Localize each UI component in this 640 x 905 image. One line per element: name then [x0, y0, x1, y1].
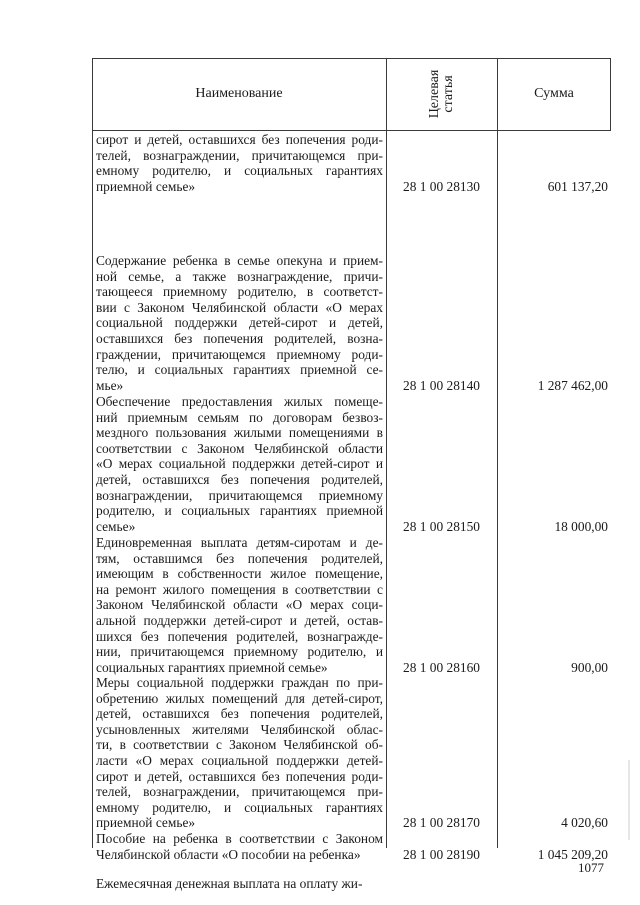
row-code: 28 1 00 28130 [403, 178, 480, 194]
row-name-line: емному родителю, и социальных гарантиях [96, 799, 383, 815]
row-name-line: Пособие на ребенка в соответствии с Законом [96, 831, 383, 846]
row-sum: 4 020,60 [561, 815, 608, 831]
row-name [96, 675, 383, 831]
row-name-line: Ежемесячная денежная выплата на оплату жи- [96, 876, 363, 891]
row-name-line: детей, оставшихся без попечения родителей, [96, 471, 383, 487]
table-row [92, 675, 611, 831]
row-name-line: родителю, и социальных гарантиях приемной [96, 503, 383, 519]
row-name-line: телей, вознаграждении, причитающемся при- [96, 784, 383, 800]
table-row [92, 876, 611, 892]
row-name [96, 394, 383, 534]
row-name-line: Законом Челябинской области «О мерах соци- [96, 597, 383, 613]
row-name-line: сирот и детей, оставшихся без попечения роди- [96, 768, 383, 784]
row-name-line: вознаграждении, причитающемся приемному [96, 487, 383, 503]
row-name-line: Единовременная выплата детям-сиротам и де- [96, 535, 383, 550]
row-name-line: мье» [96, 377, 124, 393]
row-name-line: ной семье, а также вознаграждение, причи- [96, 268, 383, 284]
column-header-code-line1: Целевая [426, 69, 442, 119]
row-name [96, 831, 383, 862]
row-name-line: социальной поддержки детей-сирот и детей, [96, 315, 383, 331]
row-sum: 601 137,20 [547, 178, 608, 194]
row-name-line: социальных гарантиях приемной семье» [96, 659, 328, 675]
row-name-line: детей, оставшихся без попечения родителей, [96, 706, 383, 722]
row-name-line: соответствии с Законом Челябинской области [96, 440, 383, 456]
header-bottom-border [92, 130, 611, 131]
row-name-line: Челябинской области «О пособии на ребенка» [96, 846, 361, 862]
row-name-line: усыновленных жителями Челябинской облас- [96, 721, 383, 737]
row-name-line: альной поддержки детей-сирот и детей, остав- [96, 612, 383, 628]
row-name [96, 535, 383, 675]
row-name-line: ласти «О мерах социальной поддержки детей- [96, 752, 383, 768]
table-row [92, 253, 611, 393]
row-name-line: тям, оставшимся без попечения родителей, [96, 550, 383, 566]
page-number: 1077 [578, 860, 604, 875]
row-sum: 18 000,00 [554, 518, 608, 534]
column-header-sum: Сумма [534, 86, 574, 101]
row-name-line: имеющим в собственности жилое помещение, [96, 566, 383, 582]
row-name-line: ний приемным семьям по договорам безвоз- [96, 409, 383, 425]
row-code: 28 1 00 28190 [403, 846, 480, 862]
row-name-line: приемной семье» [96, 815, 196, 831]
row-name-line: семье» [96, 518, 136, 534]
column-header-name: Наименование [195, 86, 283, 101]
row-name-line: Содержание ребенка в семье опекуна и прием- [96, 253, 383, 268]
row-name-line: Меры социальной поддержки граждан по при- [96, 675, 383, 690]
row-name-line: «О мерах социальной поддержки детей-сирот и [96, 456, 383, 472]
column-header-code [386, 58, 497, 130]
row-sum: 1 287 462,00 [537, 377, 608, 393]
row-name-line: нии, причитающемся приемному родителю, и [96, 644, 383, 660]
row-name-line: вии с Законом Челябинской области «О мерах [96, 299, 383, 315]
row-name-line: на ремонт жилого помещения в соответствии с [96, 581, 383, 597]
row-name-line: Обеспечение предоставления жилых помеще- [96, 394, 383, 409]
row-name [96, 876, 383, 892]
table-row [92, 132, 611, 194]
row-name-line: обретению жилых помещений для детей-сирот, [96, 690, 383, 706]
row-code: 28 1 00 28150 [403, 518, 480, 534]
row-code: 28 1 00 28140 [403, 377, 480, 393]
row-name-line: оставшихся без попечения родителей, возна- [96, 330, 383, 346]
row-name-line: емному родителю, и социальных гарантиях [96, 163, 383, 179]
row-code: 28 1 00 28170 [403, 815, 480, 831]
row-sum: 1 045 209,20 [537, 846, 608, 862]
row-name-line: ти, в соответствии с Законом Челябинской об- [96, 737, 383, 753]
row-name-line: телей, вознаграждении, причитающемся при- [96, 147, 383, 163]
row-name-line: сирот и детей, оставшихся без попечения роди- [96, 132, 383, 147]
row-sum: 900,00 [571, 659, 608, 675]
row-name-line: мездного пользования жилыми помещениями в [96, 425, 383, 441]
row-name-line: шихся без попечения родителей, вознагражде- [96, 628, 383, 644]
row-name-line: граждении, причитающемся приемному роди- [96, 346, 383, 362]
row-name-line: телю, и социальных гарантиях приемной се- [96, 362, 383, 378]
row-name-line: приемной семье» [96, 178, 196, 194]
table-row [92, 535, 611, 675]
table-row [92, 394, 611, 534]
row-name [96, 253, 383, 393]
table-row [92, 831, 611, 862]
scan-artifact [628, 760, 630, 840]
column-header-code-line2: статья [440, 75, 456, 113]
row-name [96, 132, 383, 194]
row-code: 28 1 00 28160 [403, 659, 480, 675]
row-name-line: тающееся приемному родителю, в соответст- [96, 284, 383, 300]
